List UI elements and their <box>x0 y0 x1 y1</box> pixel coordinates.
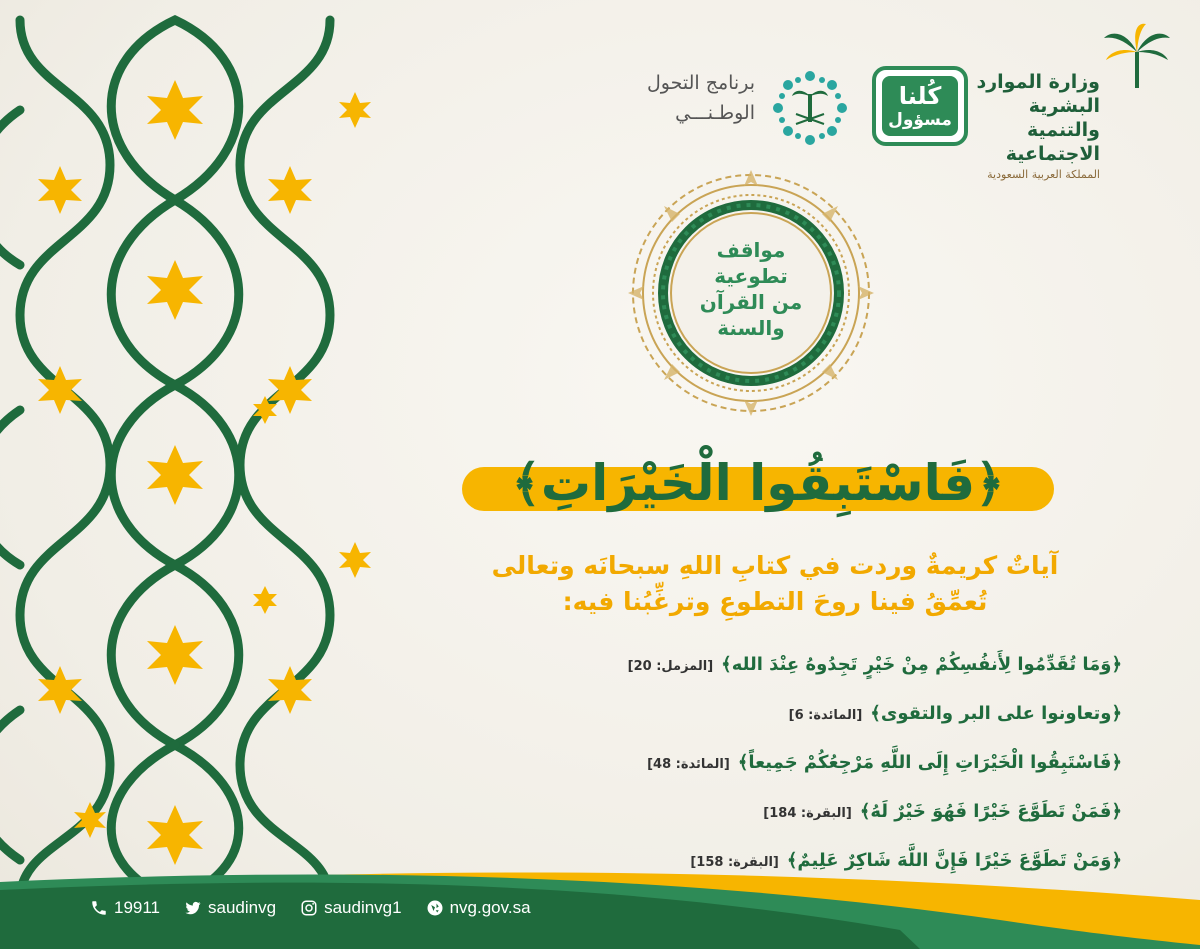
vision-line2: الوطـنـــي <box>675 102 755 124</box>
verse-reference: [البقرة: 158] <box>690 855 779 870</box>
kulluna-masoul-logo <box>872 66 968 146</box>
phone-icon <box>90 899 108 917</box>
medallion-text <box>626 237 876 341</box>
verse-reference: [البقرة: 184] <box>763 806 852 821</box>
verse-list <box>540 640 1122 885</box>
verse-text: ﴿وتعاونوا على البر والتقوى﴾ <box>870 703 1122 724</box>
ministry-logo <box>942 22 1172 181</box>
vision-line1: برنامج التحول <box>646 72 755 94</box>
medallion-line2: تطوعية <box>714 264 788 288</box>
verse-reference: [المائدة: 6] <box>788 708 863 723</box>
globe-icon <box>426 899 444 917</box>
verse-item <box>540 787 1122 836</box>
intro-text <box>470 548 1080 620</box>
intro-line2: تُعمِّقُ فينا روحَ التطوعِ وترغِّبُنا فيه: <box>562 587 988 616</box>
verse-text: ﴿فَمَنْ تَطَوَّعَ خَيْرًا فَهُوَ خَيْرٌ لَهُ﴾ <box>859 801 1122 822</box>
medallion-line4: والسنة <box>717 316 785 340</box>
contact-instagram[interactable] <box>300 898 402 918</box>
twitter-handle: saudinvg <box>208 898 277 917</box>
instagram-icon <box>300 899 318 917</box>
twitter-icon <box>184 899 202 917</box>
footer-contacts <box>90 896 531 920</box>
verse-text: ﴿وَمَنْ تَطَوَّعَ خَيْرًا فَإِنَّ اللَّهَ شَاكِرٌ عَلِيمٌ﴾ <box>786 850 1122 871</box>
contact-website[interactable] <box>426 898 531 918</box>
instagram-handle: saudinvg1 <box>324 898 402 917</box>
vision-emblem-icon <box>770 68 850 148</box>
ministry-name-line1: وزارة الموارد البشرية <box>976 71 1100 117</box>
intro-line1: آياتٌ كريمةٌ وردت في كتابِ اللهِ سبحانَه وتعالى <box>491 551 1059 580</box>
decorative-pattern <box>0 0 380 900</box>
kulluna-line1: كُلنا <box>898 82 942 110</box>
ministry-name-line2: والتنمية الاجتماعية <box>1005 119 1100 165</box>
national-transformation-logo <box>600 68 860 148</box>
medallion-line3: من القرآن <box>699 290 803 314</box>
verse-text: ﴿وَمَا تُقَدِّمُوا لِأَنفُسِكُمْ مِنْ خَيْرٍ تَجِدُوهُ عِنْدَ الله﴾ <box>721 654 1122 675</box>
website-url: nvg.gov.sa <box>449 898 531 917</box>
palm-tree-icon <box>1102 22 1172 92</box>
verse-item <box>540 689 1122 738</box>
ministry-country: المملكة العربية السعودية <box>987 168 1100 181</box>
verse-item <box>540 738 1122 787</box>
medallion-line1: مواقف <box>716 238 786 262</box>
contact-twitter[interactable] <box>184 898 276 918</box>
main-title: ﴿فَاسْتَبِقُوا الْخَيْرَاتِ﴾ <box>511 454 1005 512</box>
verse-reference: [المزمل: 20] <box>627 659 714 674</box>
phone-number: 19911 <box>114 898 161 917</box>
verse-reference: [المائدة: 48] <box>647 757 730 772</box>
contact-phone[interactable] <box>90 898 160 918</box>
verse-item <box>540 640 1122 689</box>
verse-text: ﴿فَاسْتَبِقُوا الْخَيْرَاتِ إِلَى اللَّهِ مَرْجِعُكُمْ جَمِيعاً﴾ <box>737 752 1122 773</box>
kulluna-line2: مسؤول <box>888 110 952 130</box>
